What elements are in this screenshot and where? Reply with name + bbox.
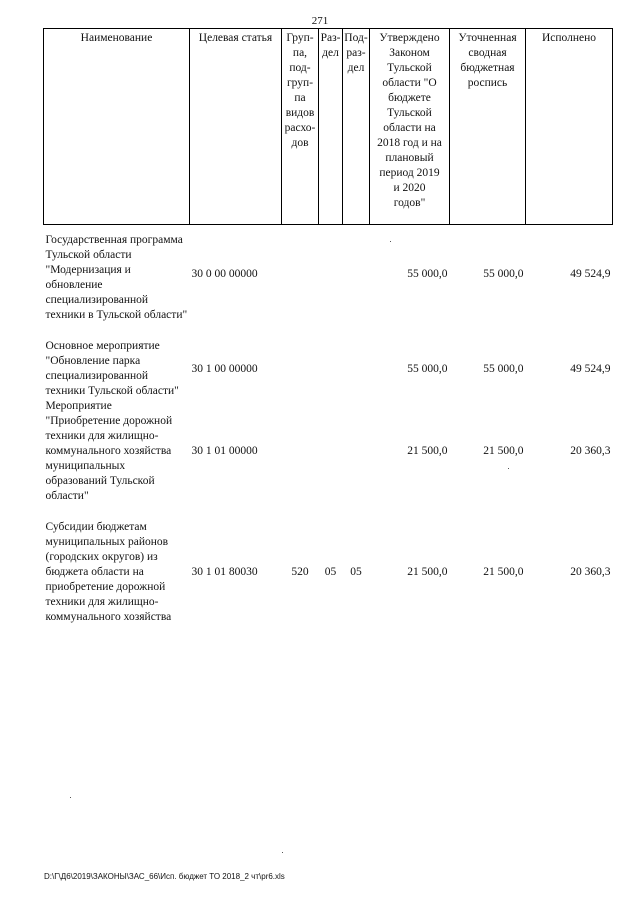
row-executed: 20 360,3 <box>570 445 611 457</box>
row-executed: 20 360,3 <box>570 566 611 578</box>
row-name: Государственная программа Тульской области "Модернизация и обновление специализированной техники в Тульской области" <box>45 234 188 321</box>
row-executed: 49 524,9 <box>570 362 611 375</box>
header-refined: Уточненная сводная бюджетная роспись <box>450 29 526 225</box>
row-razdel <box>319 399 343 504</box>
header-podrazdel: Под- раз- дел <box>343 29 370 225</box>
row-refined: 55 000,0 <box>483 362 524 375</box>
header-name: Наименование <box>44 29 190 225</box>
header-razdel: Раз- дел <box>319 29 343 225</box>
scan-speck <box>390 241 391 242</box>
row-approved: 21 500,0 <box>407 566 448 578</box>
header-target-article: Целевая статья <box>190 29 282 225</box>
row-refined: 21 500,0 <box>483 445 524 457</box>
row-spacer <box>44 323 613 339</box>
scan-speck <box>70 797 71 798</box>
row-article: 30 1 01 00000 <box>191 445 258 457</box>
row-executed: 49 524,9 <box>570 267 611 280</box>
header-group: Груп- па, под- груп- па видов расхо- дов <box>282 29 319 225</box>
row-group <box>282 339 319 399</box>
row-refined: 55 000,0 <box>483 267 524 280</box>
row-podrazdel: 05 <box>350 566 362 578</box>
row-name: Субсидии бюджетам муниципальных районов (городских округов) из бюджета области на приобретение дорожной техники для жилищно-коммунального хозяйства <box>45 521 172 623</box>
row-article: 30 0 00 00000 <box>191 267 258 280</box>
row-spacer <box>44 504 613 520</box>
row-group: 520 <box>291 566 309 578</box>
header-executed: Исполнено <box>526 29 613 225</box>
table-row <box>44 520 613 625</box>
table-header-row <box>44 29 613 225</box>
row-approved: 21 500,0 <box>407 445 448 457</box>
row-podrazdel <box>343 339 370 399</box>
row-article: 30 1 00 00000 <box>191 362 258 375</box>
scan-speck <box>282 852 283 853</box>
table-row <box>44 399 613 504</box>
table-row <box>44 225 613 324</box>
row-name: Мероприятие "Приобретение дорожной техники для жилищно-коммунального хозяйства муниципальных образований Тульской области" <box>45 400 173 502</box>
row-article: 30 1 01 80030 <box>191 566 258 578</box>
row-podrazdel <box>343 225 370 324</box>
footer-file-path: D:\Г\Д6\2019\ЗАКОНЫ\ЗАС_66\Исп. бюджет ТО 2018_2 чт\pr6.xls <box>44 872 285 881</box>
row-name: Основное мероприятие "Обновление парка специализированной техники Тульской области" <box>45 340 179 397</box>
row-razdel <box>319 339 343 399</box>
table-row <box>44 339 613 399</box>
row-razdel <box>319 225 343 324</box>
scan-speck <box>508 468 509 469</box>
row-podrazdel <box>343 399 370 504</box>
row-approved: 55 000,0 <box>407 362 448 375</box>
row-razdel: 05 <box>324 566 337 578</box>
page-number: 271 <box>311 15 329 27</box>
row-approved: 55 000,0 <box>407 267 448 280</box>
row-group <box>282 225 319 324</box>
row-refined: 21 500,0 <box>483 566 524 578</box>
row-group <box>282 399 319 504</box>
header-approved: Утверждено Законом Тульской области "О бюджете Тульской области на 2018 год и на плановый период 2019 и 2020 годов" <box>370 29 450 225</box>
budget-table <box>43 28 613 625</box>
